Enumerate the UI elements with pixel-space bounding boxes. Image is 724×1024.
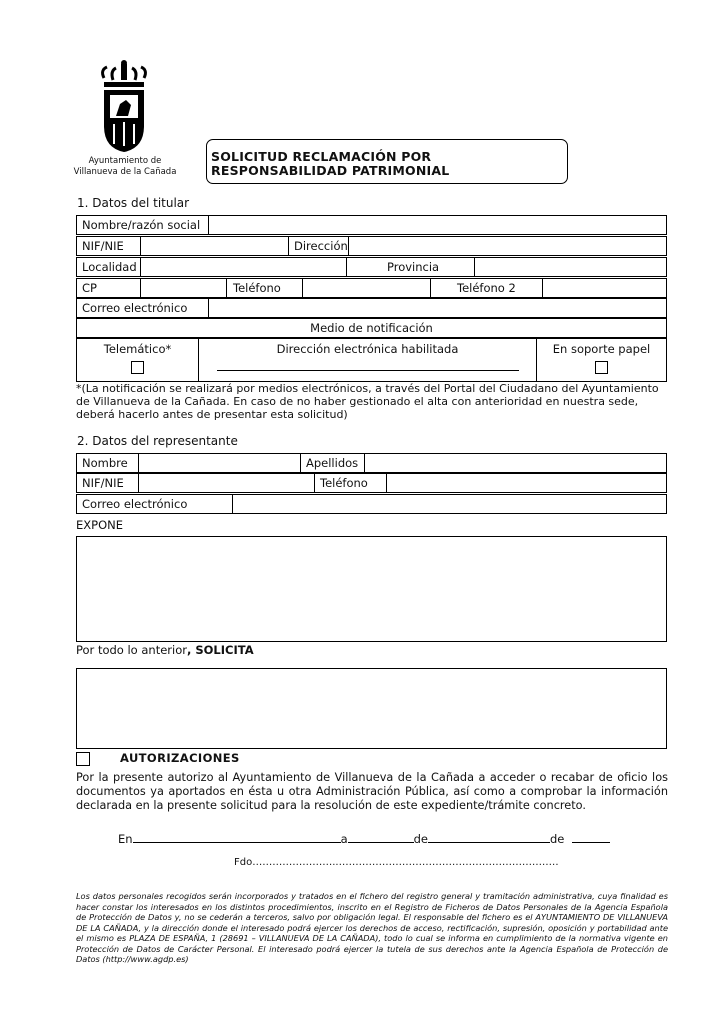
label-de1: de <box>413 832 428 846</box>
input-cp[interactable] <box>141 279 227 298</box>
label-telefono: Teléfono <box>227 279 303 298</box>
label-telematico: Telemático* <box>103 342 172 356</box>
label-rep-nif: NIF/NIE <box>77 474 139 493</box>
notification-note: *(La notificación se realizará por medios electrónicos, a través del Portal del Ciudadano del Ayuntamiento de Villanueva de la Cañada. En caso de no haber gestionado el alta con anterioridad en nuestra sede, deberá hacerlo antes de presentar esta solicitud) <box>76 382 659 421</box>
input-direccion-electronica[interactable] <box>217 370 519 371</box>
titular-table-row1 <box>76 215 667 235</box>
solicita-prefix: Por todo lo anterior <box>76 643 187 657</box>
input-rep-nombre[interactable] <box>139 454 301 473</box>
solicita-label: , SOLICITA <box>186 643 254 657</box>
label-de2: de <box>550 832 565 846</box>
label-provincia: Provincia <box>347 258 475 277</box>
label-medio-notificacion: Medio de notificación <box>77 319 667 338</box>
label-direccion: Dirección <box>289 237 349 256</box>
label-rep-correo: Correo electrónico <box>77 495 233 514</box>
input-dia[interactable] <box>348 830 414 843</box>
form-title: SOLICITUD RECLAMACIÓN POR RESPONSABILIDAD PATRIMONIAL <box>206 139 568 184</box>
autorizaciones-text: Por la presente autorizo al Ayuntamiento de Villanueva de la Cañada a acceder o recabar de oficio los documentos ya aportados en ésta u otra Administración Pública, así como a comprobar la información declarada en la presente solicitud para la resolución de este expediente/trámite concreto. <box>76 771 668 812</box>
representante-row2 <box>76 473 667 493</box>
checkbox-autorizaciones[interactable] <box>76 752 90 766</box>
input-direccion[interactable] <box>349 237 667 256</box>
expone-textarea[interactable] <box>76 536 667 642</box>
notification-options-row <box>76 338 667 382</box>
input-lugar[interactable] <box>133 830 341 843</box>
autorizaciones-label: AUTORIZACIONES <box>120 751 240 765</box>
input-telefono[interactable] <box>303 279 431 298</box>
label-a: a <box>340 832 348 846</box>
titular-table-row5 <box>76 298 667 318</box>
label-telefono2: Teléfono 2 <box>431 279 543 298</box>
org-line-2: Villanueva de la Cañada <box>73 167 177 177</box>
solicita-textarea[interactable] <box>76 668 667 749</box>
input-provincia[interactable] <box>475 258 667 277</box>
label-correo: Correo electrónico <box>77 299 209 318</box>
input-correo[interactable] <box>209 299 667 318</box>
expone-label: EXPONE <box>76 518 123 532</box>
label-rep-telefono: Teléfono <box>315 474 387 493</box>
label-nombre: Nombre/razón social <box>77 216 209 235</box>
section-representante-heading: 2. Datos del representante <box>77 434 238 448</box>
section-titular-heading: 1. Datos del titular <box>77 196 190 210</box>
input-rep-apellidos[interactable] <box>365 454 667 473</box>
label-rep-nombre: Nombre <box>77 454 139 473</box>
label-localidad: Localidad <box>77 258 141 277</box>
checkbox-soporte-papel[interactable] <box>595 361 608 374</box>
option-soporte-papel <box>537 339 667 382</box>
titular-table-row4 <box>76 278 667 298</box>
solicita-line <box>76 643 254 657</box>
input-rep-correo[interactable] <box>233 495 667 514</box>
privacy-notice: Los datos personales recogidos serán incorporados y tratados en el fichero del registro general y tramitación administrativa, cuya finalidad es hacer constar los interesados en los distintos procedimientos, inscrito en el Registro de Ficheros de Datos Personales de la Agencia Española de Protección de Datos y, no se cederán a terceros, salvo por obligación legal. El responsable del fichero es el AYUNTAMIENTO DE VILLANUEVA DE LA CAÑADA, y la dirección donde el interesado podrá ejercer los derechos de acceso, rectificación, supresión, oposición y portabilidad ante el mismo es PLAZA DE ESPAÑA, 1 (28691 – VILLANUEVA DE LA CAÑADA), todo lo cual se informa en cumplimiento de la normativa vigente en Protección de Datos de Carácter Personal. El interesado podrá ejercer la tutela de sus derechos ante la Agencia Española de Protección de Datos (http://www.agdp.es) <box>76 891 668 964</box>
input-nif[interactable] <box>141 237 289 256</box>
label-en: En <box>118 832 133 846</box>
organization-name <box>70 156 180 178</box>
municipal-crest-logo <box>98 60 150 155</box>
label-nif: NIF/NIE <box>77 237 141 256</box>
option-telematico <box>77 339 199 382</box>
label-cp: CP <box>77 279 141 298</box>
titular-table-row2 <box>76 236 667 256</box>
checkbox-telematico[interactable] <box>131 361 144 374</box>
label-rep-apellidos: Apellidos <box>301 454 365 473</box>
titular-table-row3 <box>76 257 667 277</box>
org-line-1: Ayuntamiento de <box>88 156 162 166</box>
input-nombre[interactable] <box>209 216 667 235</box>
representante-row1 <box>76 453 667 473</box>
signature-fdo: Fdo……………………..………………………………………………………… <box>234 857 559 868</box>
input-rep-telefono[interactable] <box>387 474 667 493</box>
input-localidad[interactable] <box>141 258 347 277</box>
signature-place-date <box>118 830 610 846</box>
input-rep-nif[interactable] <box>139 474 315 493</box>
option-direccion-electronica <box>199 339 537 382</box>
label-direccion-electronica: Dirección electrónica habilitada <box>276 342 459 356</box>
input-anio[interactable] <box>572 830 610 843</box>
label-soporte-papel: En soporte papel <box>552 342 651 356</box>
titular-table-row6 <box>76 318 667 338</box>
representante-row3 <box>76 494 667 514</box>
input-mes[interactable] <box>428 830 550 843</box>
input-telefono2[interactable] <box>543 279 667 298</box>
